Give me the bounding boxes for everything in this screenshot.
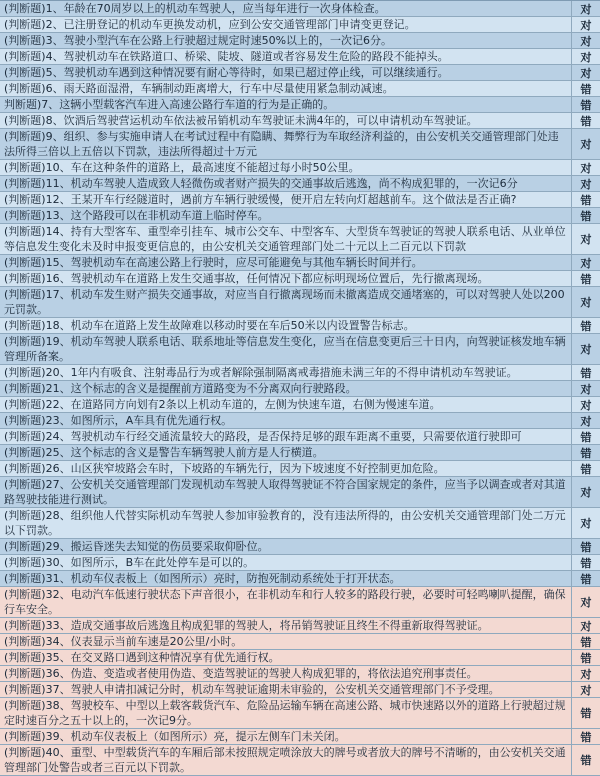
- question-text: [0, 587, 572, 617]
- table-row: [0, 461, 600, 477]
- question-label: (判断题)3、驾驶小型汽车在公路上行驶超过规定时速50%以上的，一次记6分。: [4, 34, 393, 47]
- table-row: [0, 1, 600, 17]
- table-row: [0, 698, 600, 729]
- question-text: [0, 618, 572, 633]
- question-label: (判断题)22、在道路同方向划有2条以上机动车道的，左侧为快速车道，右侧为慢速车道。: [4, 398, 441, 411]
- question-text: [0, 81, 572, 96]
- question-label: (判断题)23、如图所示，A车具有优先通行权。: [4, 414, 233, 427]
- question-label: (判断题)14、持有大型客车、重型牵引挂车、城市公交车、中型客车、大型货车驾驶证的驾驶人联系电话、从业单位等信息发生变化未及时申报变更信息的，由公安机关交通管理部门处二十元以上二百元以下罚款: [4, 225, 566, 253]
- question-label: (判断题)4、驾驶机动车在铁路道口、桥梁、陡坡、隧道或者容易发生危险的路段不能掉头。: [4, 50, 449, 63]
- question-label: (判断题)19、机动车驾驶人联系电话、联系地址等信息发生变化，应当在信息变更后三十日内，向驾驶证核发地车辆管理所备案。: [4, 335, 566, 363]
- question-text: [0, 445, 572, 460]
- table-row: [0, 17, 600, 33]
- question-text: [0, 224, 572, 254]
- answer-cell: 对: [580, 138, 592, 151]
- answer-cell: 对: [580, 414, 592, 428]
- question-label: (判断题)20、1年内有吸食、注射毒品行为或者解除强制隔离戒毒措施未满三年的不得申请机动车驾驶证。: [4, 366, 518, 379]
- table-row: [0, 334, 600, 365]
- question-text: [0, 634, 572, 649]
- answer-cell: 错: [580, 754, 592, 767]
- answer-cell: 错: [580, 540, 592, 554]
- question-label: (判断题)1、年龄在70周岁以上的机动车驾驶人，应当每年进行一次身体检查。: [4, 2, 386, 15]
- table-row: [0, 381, 600, 397]
- table-row: [0, 208, 600, 224]
- answer-cell: 错: [580, 446, 592, 460]
- question-text: [0, 508, 572, 538]
- question-label: (判断题)27、公安机关交通管理部门发现机动车驾驶人取得驾驶证不符合国家规定的条件，应当予以调查或者对其道路驾驶技能进行测试。: [4, 478, 566, 506]
- answer-cell: 错: [580, 651, 592, 665]
- question-text: [0, 334, 572, 364]
- table-row: [0, 745, 600, 776]
- answer-cell: 对: [580, 233, 592, 246]
- question-text: [0, 381, 572, 396]
- table-row: [0, 81, 600, 97]
- question-text: [0, 255, 572, 270]
- question-label: (判断题)37、驾驶人申请扣减记分时，机动车驾驶证逾期未审验的，公安机关交通管理部门不予受理。: [4, 683, 500, 696]
- answer-cell: 对: [580, 2, 592, 16]
- answer-cell: 对: [580, 66, 592, 80]
- question-text: [0, 176, 572, 191]
- answer-cell: 对: [580, 161, 592, 175]
- question-text: [0, 208, 572, 223]
- table-row: [0, 650, 600, 666]
- question-text: [0, 17, 572, 32]
- question-text: [0, 397, 572, 412]
- answer-cell: 错: [580, 556, 592, 570]
- table-row: [0, 318, 600, 334]
- answer-cell: 对: [580, 683, 592, 697]
- answer-cell: 错: [580, 572, 592, 586]
- answer-cell: 对: [580, 177, 592, 191]
- answer-cell: 错: [580, 366, 592, 380]
- question-label: (判断题)13、这个路段可以在非机动车道上临时停车。: [4, 209, 269, 222]
- question-text: [0, 650, 572, 665]
- question-label: 判断题)7、这辆小型载客汽车进入高速公路行车道的行为是正确的。: [4, 98, 335, 111]
- table-row: [0, 113, 600, 129]
- question-text: [0, 461, 572, 476]
- answer-cell: 对: [580, 34, 592, 48]
- question-label: (判断题)31、机动车仪表板上（如图所示）亮时，防抱死制动系统处于打开状态。: [4, 572, 401, 585]
- answer-cell: 对: [580, 50, 592, 64]
- table-row: [0, 176, 600, 192]
- question-text: [0, 65, 572, 80]
- question-text: [0, 698, 572, 728]
- table-row: [0, 271, 600, 287]
- question-text: [0, 271, 572, 286]
- table-row: [0, 413, 600, 429]
- question-label: (判断题)40、重型、中型载货汽车的车厢后部未按照规定喷涂放大的牌号或者放大的牌号不清晰的，由公安机关交通管理部门处警告或者三百元以下罚款。: [4, 746, 566, 774]
- question-text: [0, 682, 572, 697]
- answer-cell: 错: [580, 209, 592, 223]
- question-text: [0, 1, 572, 16]
- table-row: [0, 729, 600, 745]
- table-row: [0, 429, 600, 445]
- answer-cell: 对: [580, 596, 592, 609]
- question-label: (判断题)6、雨天路面湿滑，车辆制动距离增大，行车中尽量使用紧急制动减速。: [4, 82, 394, 95]
- answer-cell: 对: [580, 619, 592, 633]
- question-label: (判断题)39、机动车仪表板上（如图所示）亮，提示左侧车门未关闭。: [4, 730, 346, 743]
- answer-cell: 错: [580, 98, 592, 112]
- question-label: (判断题)38、驾驶校车、中型以上载客载货汽车、危险品运输车辆在高速公路、城市快速路以外的道路上行驶超过规定时速百分之五十以上的，一次记9分。: [4, 699, 566, 727]
- question-text: [0, 97, 572, 112]
- answer-cell: 对: [580, 343, 592, 356]
- table-row: [0, 65, 600, 81]
- question-text: [0, 160, 572, 175]
- question-label: (判断题)33、造成交通事故后逃逸且构成犯罪的驾驶人，将吊销驾驶证且终生不得重新取得驾驶证。: [4, 619, 489, 632]
- answer-cell: 对: [580, 517, 592, 530]
- question-text: [0, 539, 572, 554]
- question-label: (判断题)34、仪表显示当前车速是20公里/小时。: [4, 635, 243, 648]
- answer-cell: 错: [580, 114, 592, 128]
- question-label: (判断题)17、机动车发生财产损失交通事故，对应当自行撤离现场而未撤离造成交通堵塞的，可以对驾驶人处以200元罚款。: [4, 288, 565, 316]
- question-text: [0, 287, 572, 317]
- table-row: [0, 224, 600, 255]
- question-label: (判断题)35、在交叉路口遇到这种情况享有优先通行权。: [4, 651, 280, 664]
- question-label: (判断题)8、饮酒后驾驶营运机动车依法被吊销机动车驾驶证未满4年的，可以申请机动车驾驶证。: [4, 114, 478, 127]
- question-text: [0, 33, 572, 48]
- question-text: [0, 318, 572, 333]
- table-row: [0, 634, 600, 650]
- question-text: [0, 192, 572, 207]
- table-row: [0, 445, 600, 461]
- table-row: [0, 397, 600, 413]
- answer-cell: 错: [580, 730, 592, 744]
- answer-cell: 错: [580, 462, 592, 476]
- question-label: (判断题)11、机动车驾驶人造成致人轻微伤或者财产损失的交通事故后逃逸，尚不构成犯罪的，一次记6分: [4, 177, 518, 190]
- table-row: [0, 33, 600, 49]
- question-label: (判断题)32、电动汽车低速行驶状态下声音很小，在非机动车和行人较多的路段行驶，必要时可轻鸣喇叭提醒，确保行车安全。: [4, 588, 566, 616]
- question-text: [0, 571, 572, 586]
- table-row: [0, 97, 600, 113]
- table-row: [0, 587, 600, 618]
- table-row: [0, 477, 600, 508]
- question-text: [0, 666, 572, 681]
- answer-cell: 对: [580, 667, 592, 681]
- answer-cell: 错: [580, 635, 592, 649]
- answer-cell: 对: [580, 256, 592, 270]
- question-label: (判断题)10、车在这种条件的道路上，最高速度不能超过每小时50公里。: [4, 161, 360, 174]
- answer-cell: 对: [580, 296, 592, 309]
- question-text: [0, 477, 572, 507]
- question-label: (判断题)24、驾驶机动车行经交通流量较大的路段，是否保持足够的跟车距离不重要，只需要依道行驶即可: [4, 430, 522, 443]
- table-row: [0, 287, 600, 318]
- answer-cell: 错: [580, 272, 592, 286]
- question-text: [0, 429, 572, 444]
- question-label: (判断题)16、驾驶机动车在道路上发生交通事故，任何情况下都应标明现场位置后，先行撤离现场。: [4, 272, 489, 285]
- question-text: [0, 49, 572, 64]
- question-label: (判断题)30、如图所示，B车在此处停车是可以的。: [4, 556, 255, 569]
- answer-cell: 对: [580, 398, 592, 412]
- question-text: [0, 365, 572, 380]
- table-row: [0, 192, 600, 208]
- table-row: [0, 255, 600, 271]
- question-label: (判断题)36、伪造、变造或者使用伪造、变造驾驶证的驾驶人构成犯罪的，将依法追究刑事责任。: [4, 667, 478, 680]
- question-label: (判断题)25、这个标志的含义是警告车辆驾驶人前方是人行横道。: [4, 446, 324, 459]
- table-row: [0, 682, 600, 698]
- question-label: (判断题)2、已注册登记的机动车更换发动机，应到公安交通管理部门申请变更登记。: [4, 18, 416, 31]
- question-label: (判断题)29、搬运昏迷失去知觉的伤员要采取仰卧位。: [4, 540, 269, 553]
- question-label: (判断题)12、王某开车行经隧道时，遇前方车辆行驶缓慢，便开启左转向灯超越前车。这个做法是否正确?: [4, 193, 517, 206]
- question-text: [0, 413, 572, 428]
- question-label: (判断题)15、驾驶机动车在高速公路上行驶时，应尽可能避免与其他车辆长时间并行。: [4, 256, 423, 269]
- question-label: (判断题)9、组织、参与实施申请人在考试过程中有隐瞒、舞弊行为车取经济利益的，由公安机关交通管理部门处违法所得三倍以上五倍以下罚款，违法所得超过十万元: [4, 130, 559, 158]
- table-row: [0, 666, 600, 682]
- question-text: [0, 745, 572, 775]
- question-text: [0, 729, 572, 744]
- question-label: (判断题)21、这个标志的含义是提醒前方道路变为不分离双向行驶路段。: [4, 382, 357, 395]
- table-row: [0, 571, 600, 587]
- table-row: [0, 160, 600, 176]
- question-label: (判断题)26、山区狭窄坡路会车时，下坡路的车辆先行，因为下坡速度不好控制更加危险。: [4, 462, 445, 475]
- question-label: (判断题)5、驾驶机动车遇到这种情况要有耐心等待时，如果已超过停止线，可以继续通行。: [4, 66, 449, 79]
- answer-cell: 错: [580, 82, 592, 96]
- table-row: [0, 49, 600, 65]
- table-row: [0, 508, 600, 539]
- question-text: [0, 113, 572, 128]
- table-row: [0, 539, 600, 555]
- question-text: [0, 129, 572, 159]
- answer-cell: 错: [580, 193, 592, 207]
- table-row: [0, 129, 600, 160]
- answer-cell: 错: [580, 707, 592, 720]
- table-row: [0, 555, 600, 571]
- question-label: (判断题)28、组织他人代替实际机动车驾驶人参加审验教育的，没有违法所得的，由公安机关交通管理部门处二万元以下罚款。: [4, 509, 566, 537]
- answer-cell: 对: [580, 18, 592, 32]
- answer-cell: 错: [580, 319, 592, 333]
- answer-cell: 错: [580, 430, 592, 444]
- table-row: [0, 618, 600, 634]
- question-text: [0, 555, 572, 570]
- answer-cell: 对: [580, 382, 592, 396]
- question-label: (判断题)18、机动车在道路上发生故障难以移动时要在车后50米以内设置警告标志。: [4, 319, 415, 332]
- table-row: [0, 365, 600, 381]
- answer-cell: 对: [580, 486, 592, 499]
